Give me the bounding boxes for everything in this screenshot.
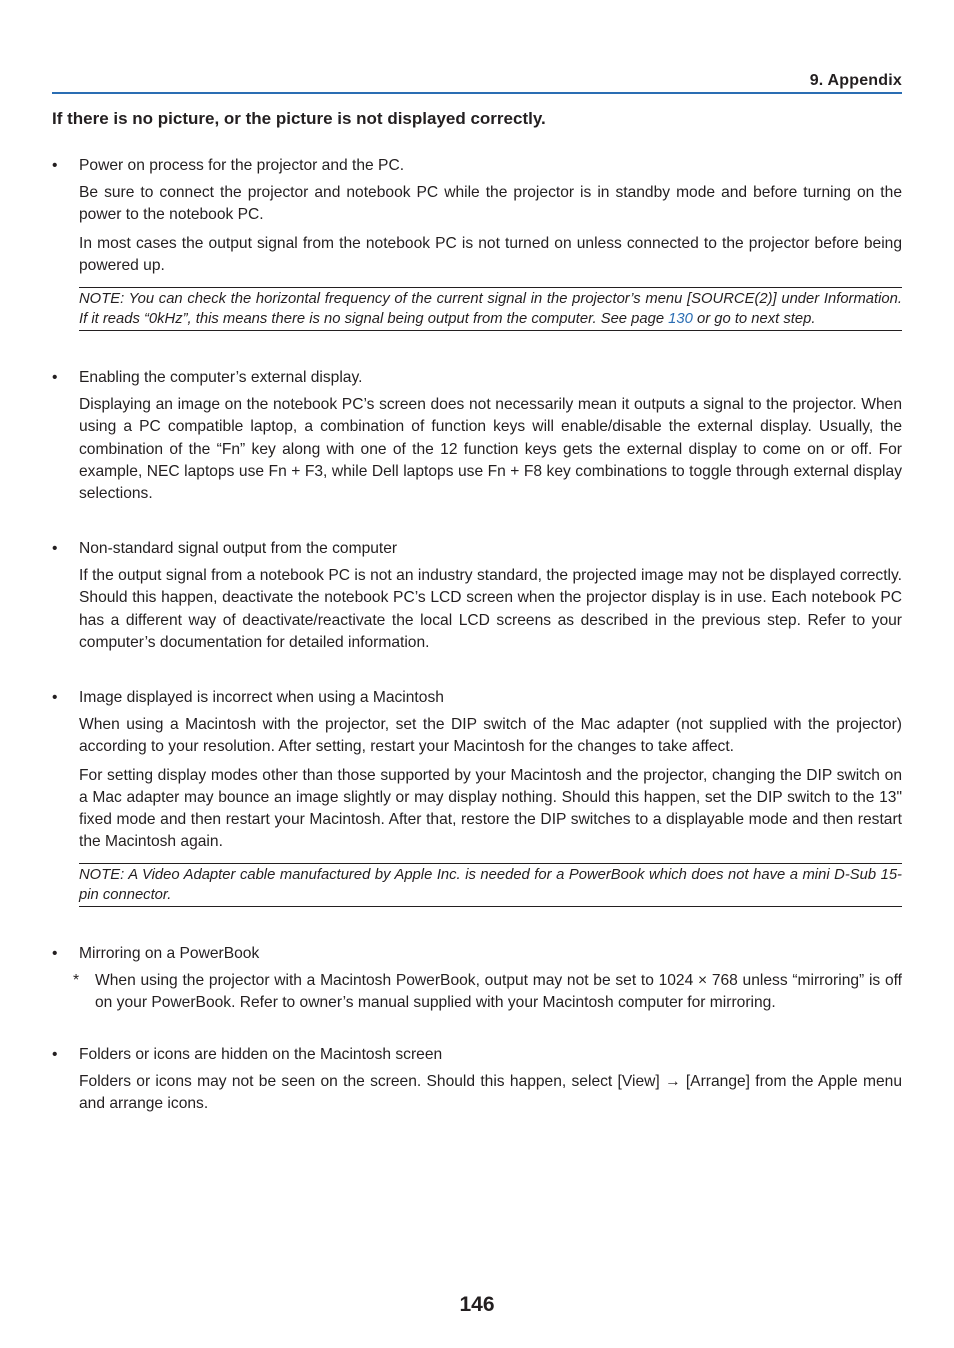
page-link[interactable]: 130 [668,311,693,328]
bullet-icon: • [52,540,58,557]
list-item-non-standard-signal [52,538,902,660]
item-title-text: Mirroring on a PowerBook [79,945,260,962]
item-title [52,687,902,709]
asterisk-icon: * [73,972,80,990]
note-text: NOTE: You can check the horizontal frequency of the current signal in the projector’s menu [SOURCE(2)] under Information. If it reads “0kHz”, this means there is no signal being output from the computer. See page [79,291,902,328]
paragraph: When using a Macintosh with the projector, set the DIP switch of the Mac adapter (not supplied with the projector) according to your resolution. After setting, restart your Macintosh for the changes to take affect. [79,716,902,756]
bullet-icon: • [52,157,58,174]
list-item-hidden-icons [52,1044,902,1122]
list-item-macintosh-image [52,687,902,907]
item-title-text: Image displayed is incorrect when using a Macintosh [79,689,444,706]
item-title [52,538,902,560]
paragraph: Be sure to connect the projector and notebook PC while the projector is in standby mode and before turning on the power to the notebook PC. [79,184,902,224]
footnote-text: When using the projector with a Macintosh PowerBook, output may not be set to 1024 × 768 unless “mirroring” is off on your PowerBook. Refer to owner’s manual supplied with your Macintosh computer for mirroring. [95,972,902,1012]
list-item-mirroring [52,943,902,1015]
bullet-icon: • [52,369,58,386]
item-title [52,155,902,177]
note-text-end: or go to next step. [692,311,816,328]
chapter-title: 9. Appendix [809,72,902,89]
paragraph: For setting display modes other than those supported by your Macintosh and the projector, changing the DIP switch on a Mac adapter may bounce an image slightly or may display nothing. Should this happen, set the DIP switch to the 13" fixed mode and then restart your Macintosh. After that, restore the DIP switches to a displayable mode and then restart the Macintosh again. [79,766,902,851]
item-title-text: Power on process for the projector and the PC. [79,157,405,174]
list-item-external-display [52,367,902,511]
item-title-text: Folders or icons are hidden on the Macintosh screen [79,1046,443,1063]
footnote-item [73,970,902,1014]
item-title-text: Enabling the computer’s external display. [79,369,363,386]
paragraph: Displaying an image on the notebook PC’s screen does not necessarily mean it outputs a signal to the projector. When using a PC compatible laptop, a combination of function keys will enable/disable the external display. Usually, the combination of the “Fn” key along with one of the 12 function keys gets the external display to come on or off. For example, NEC laptops use Fn + F3, while Dell laptops use Fn + F8 key combinations to toggle through external display selections. [79,396,902,503]
item-title [52,1044,902,1066]
bullet-icon: • [52,945,58,962]
item-title [52,943,902,965]
paragraph: Folders or icons may not be seen on the screen. Should this happen, select [View] → [Arrange] from the Apple menu and arrange icons. [79,1073,902,1113]
note-text: NOTE: A Video Adapter cable manufactured by Apple Inc. is needed for a PowerBook which does not have a mini D-Sub 15-pin connector. [79,867,902,904]
paragraph: In most cases the output signal from the notebook PC is not turned on unless connected to the projector before being powered up. [79,234,902,274]
paragraph: If the output signal from a notebook PC is not an industry standard, the projected image may not be displayed correctly. Should this happen, deactivate the notebook PC’s LCD screen when the projector display is in use. Each notebook PC has a different way of deactivate/reactivate the local LCD screens as described in the previous step. Refer to your computer’s documentation for detailed information. [79,567,902,651]
item-title [52,367,902,389]
page-header [52,70,902,94]
list-item-power-on [52,155,902,331]
bullet-icon: • [52,689,58,706]
page-number: 146 [459,1293,495,1316]
item-title-text: Non-standard signal output from the computer [79,540,398,557]
section-heading: If there is no picture, or the picture is not displayed correctly. [52,109,546,128]
bullet-icon: • [52,1046,58,1063]
note-box [79,863,902,907]
note-box [79,287,902,331]
